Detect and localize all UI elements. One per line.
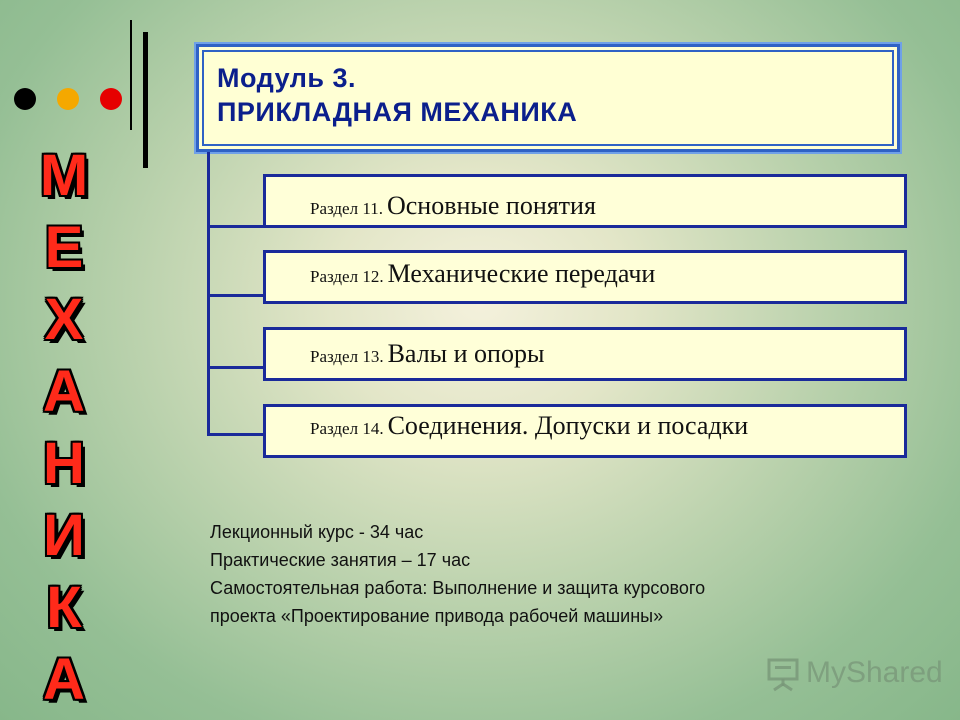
vertical-letter: Н — [43, 431, 85, 496]
vertical-letter: Е — [44, 215, 84, 280]
black-dot — [14, 88, 36, 110]
section-prefix: Раздел 14. — [310, 419, 384, 438]
red-dot — [100, 88, 122, 110]
practice-hours: Практические занятия – 17 час — [210, 550, 471, 570]
decorative-dots — [14, 84, 126, 114]
course-hours-info — [210, 518, 910, 630]
vertical-word-mechanika — [26, 140, 102, 716]
section-prefix: Раздел 11. — [310, 199, 383, 218]
section-label-12 — [310, 258, 780, 294]
vertical-letter: И — [43, 503, 85, 568]
vertical-letter: А — [43, 359, 85, 424]
myshared-logo — [764, 654, 943, 694]
self-study-line1: Самостоятельная работа: Выполнение и защита курсового — [210, 578, 706, 598]
tree-branch-line — [207, 225, 265, 228]
section-label-13 — [310, 338, 780, 374]
orange-dot — [57, 88, 79, 110]
section-name: Основные понятия — [386, 191, 596, 220]
section-name: Валы и опоры — [387, 339, 545, 368]
section-prefix: Раздел 13. — [310, 347, 384, 366]
presentation-board-icon — [764, 656, 802, 694]
lecture-hours: Лекционный курс - 34 час — [210, 522, 424, 542]
logo-text: MyShared — [806, 656, 943, 689]
section-name: Механические передачи — [387, 259, 656, 288]
module-title-box — [196, 44, 900, 152]
section-prefix: Раздел 12. — [310, 267, 384, 286]
section-label-14 — [310, 411, 780, 445]
divider-line-thin — [130, 20, 132, 130]
module-number: Модуль 3. — [217, 63, 357, 93]
module-title: ПРИКЛАДНАЯ МЕХАНИКА — [217, 97, 578, 127]
vertical-letter: М — [39, 143, 89, 208]
vertical-letter: А — [43, 647, 85, 712]
self-study-line2: проекта «Проектирование привода рабочей машины» — [210, 606, 664, 626]
vertical-letter: К — [46, 575, 82, 640]
divider-line-thick — [143, 32, 148, 168]
tree-branch-line — [207, 433, 265, 436]
tree-branch-line — [207, 294, 265, 297]
tree-branch-line — [207, 366, 265, 369]
section-label-11 — [310, 190, 780, 226]
vertical-letter: Х — [44, 287, 84, 352]
section-name: Соединения. Допуски и посадки — [387, 411, 749, 440]
